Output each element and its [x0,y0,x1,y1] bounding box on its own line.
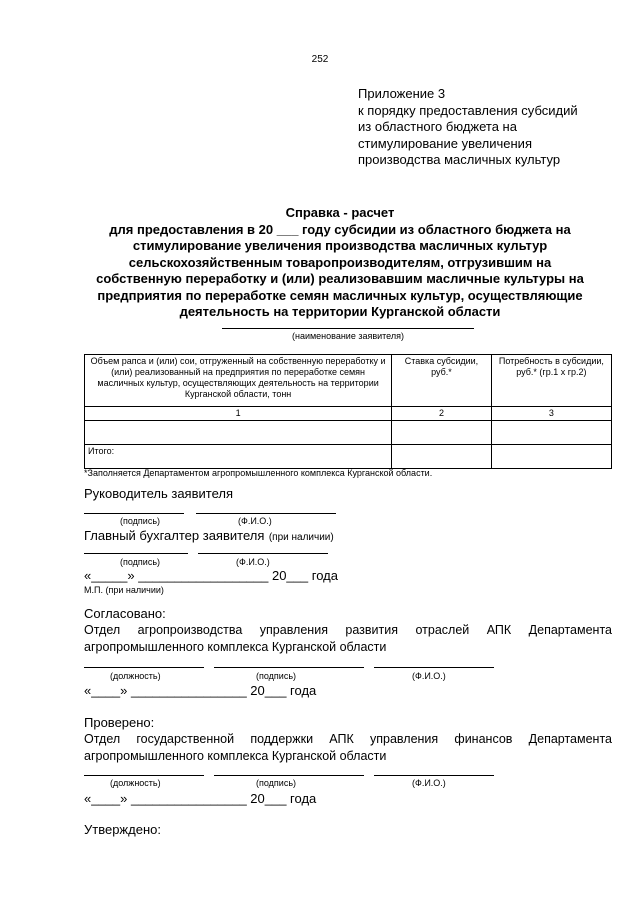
applicant-caption: (наименование заявителя) [291,331,405,341]
name-caption: (Ф.И.О.) [236,557,270,567]
page-number: 252 [311,54,329,65]
total-label: Итого: [85,445,392,469]
name-caption: (Ф.И.О.) [412,671,446,681]
title-line: деятельность на территории Курганской области [179,304,501,319]
title-line: сельскохозяйственным товаропроизводителям, отгрузившим на [128,254,552,270]
stamp-label: М.П. (при наличии) [84,585,164,595]
footnote: *Заполняется Департаментом агропромышленного комплекса Курганской области. [84,468,433,478]
column-number: 2 [392,407,492,421]
position-caption: (должность) [110,778,161,788]
accountant-signature-line[interactable] [84,553,188,554]
date-line[interactable]: «____» ________________ 20___ года [84,683,317,698]
applicant-name-line[interactable] [222,328,474,329]
checked-text-line: Отдел государственной поддержки АПК управления финансов Департамента [84,732,612,746]
title-heading: Справка - расчет [285,205,395,220]
checked-label: Проверено: [84,715,155,730]
approved-label: Утверждено: [84,822,161,837]
column-number: 1 [85,407,392,421]
table-cell[interactable] [85,421,392,445]
appendix-line: из областного бюджета на [358,119,517,134]
name-caption: (Ф.И.О.) [238,516,272,526]
signature-caption: (подпись) [256,671,297,681]
title-line: собственную переработку и (или) реализовавшим масличные культуры на [96,271,584,286]
name-line[interactable] [374,775,494,776]
accountant-name-line[interactable] [198,553,328,554]
position-line[interactable] [84,775,204,776]
table-cell[interactable] [491,445,611,469]
accountant-block [84,527,334,545]
title-line: предприятия по переработке семян масличных культур, осуществляющие [97,287,583,303]
appendix-line: производства масличных культур [358,152,561,167]
agreed-label: Согласовано: [84,606,166,621]
head-signature-line[interactable] [84,513,184,514]
head-name-line[interactable] [196,513,336,514]
signature-line[interactable] [214,667,364,668]
table-cell[interactable] [392,421,492,445]
date-line[interactable]: «____» ________________ 20___ года [84,791,317,806]
checked-text-line: агропромышленного комплекса Курганской области [84,749,387,763]
table-cell[interactable] [491,421,611,445]
appendix-line: стимулирование увеличения [358,135,532,151]
table-cell[interactable] [392,445,492,469]
appendix-line: Приложение 3 [358,86,446,101]
signature-caption: (подпись) [120,516,161,526]
position-caption: (должность) [110,671,161,681]
name-line[interactable] [374,667,494,668]
table-header-cell: Объем рапса и (или) сои, отгруженный на собственную переработку и (или) реализованный на предприятия по переработке семян масличных культур, осуществляющих деятельность на территории Курганской области, тонн [85,355,392,407]
appendix-block [358,86,578,169]
signature-caption: (подпись) [256,778,297,788]
name-caption: (Ф.И.О.) [412,778,446,788]
appendix-line: к порядку предоставления субсидий [358,102,578,118]
table-row [85,421,612,445]
head-label: Руководитель заявителя [84,486,233,501]
position-line[interactable] [84,667,204,668]
title-line: для предоставления в 20 ___ году субсидии из областного бюджета на [109,221,571,237]
table-header-row [85,355,612,407]
agreed-text-line: Отдел агропроизводства управления развития отраслей АПК Департамента [84,623,612,637]
title-line: стимулирование увеличения производства масличных культур [132,238,548,253]
signature-caption: (подпись) [120,557,161,567]
table-total-row [85,445,612,469]
agreed-text-line: агропромышленного комплекса Курганской области [84,640,387,654]
table-header-cell: Ставка субсидии, руб.* [392,355,492,407]
calculation-table [84,354,612,469]
column-number: 3 [491,407,611,421]
accountant-label: Главный бухгалтер заявителя [84,528,265,543]
document-title [60,205,620,321]
table-row [85,407,612,421]
date-line[interactable]: «_____» __________________ 20___ года [84,568,338,583]
accountant-note: (при наличии) [268,532,334,543]
signature-line[interactable] [214,775,364,776]
table-header-cell: Потребность в субсидии, руб.* (гр.1 х гр.2) [491,355,611,407]
